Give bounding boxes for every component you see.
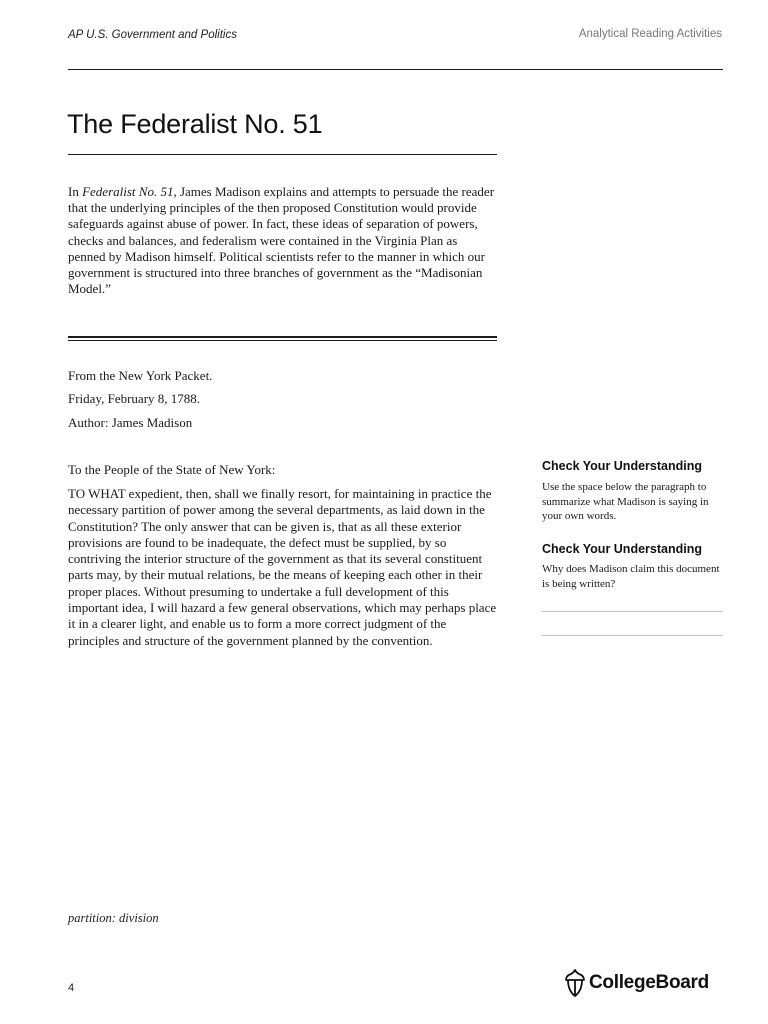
- glossary-note: partition: division: [68, 911, 159, 925]
- section-divider-thick: [68, 336, 497, 338]
- header-section-title: Analytical Reading Activities: [578, 28, 722, 40]
- intro-prefix: In: [68, 184, 83, 199]
- title-divider: [68, 154, 497, 155]
- check-understanding-title-1: Check Your Understanding: [542, 459, 702, 473]
- header-course-title: AP U.S. Government and Politics: [68, 29, 237, 41]
- header-divider: [68, 69, 723, 70]
- section-divider-thin: [68, 340, 497, 341]
- document-salutation: To the People of the State of New York:: [68, 462, 276, 477]
- answer-line-2: [542, 635, 723, 636]
- answer-line-1: [542, 611, 723, 612]
- intro-paragraph: [68, 184, 498, 297]
- acorn-icon: [565, 969, 585, 997]
- page-title: The Federalist No. 51: [67, 109, 323, 139]
- intro-work-title: Federalist No. 51: [82, 184, 174, 199]
- check-understanding-prompt-1: Use the space below the paragraph to summarize what Madison is saying in your own words.: [542, 481, 709, 523]
- document-paragraph: TO WHAT expedient, then, shall we finally resort, for maintaining in practice the necessary partition of power among the several departments, as laid down in the Constitution? The only answer that can be given is, that as all these exterior provisions are found to be inadequate, the defect must be supplied, by so contriving the interior structure of the government as that its several constituent parts may, by their mutual relations, be the means of keeping each other in their proper places. Without presuming to undertake a full development of this important idea, I will hazard a few general observations, which may perhaps place it in a clearer light, and enable us to form a more correct judgment of the principles and structure of the government planned by the convention.: [68, 486, 497, 648]
- source-date: Friday, February 8, 1788.: [68, 391, 201, 406]
- check-understanding-title-2: Check Your Understanding: [542, 542, 702, 556]
- intro-text: , James Madison explains and attempts to persuade the reader that the underlying principles of the then proposed Constitution would provide safeguards against abuse of power. In fact, these ideas of separation of powers, checks and balances, and federalism were contained in the Virginia Plan as penned by Madison himself. Political scientists refer to the manner in which our government is structured into three branches of government as the “Madisonian Model.”: [68, 184, 495, 297]
- logo-text: CollegeBoard: [589, 972, 709, 993]
- collegeboard-logo: [565, 968, 709, 998]
- source-author: Author: James Madison: [68, 415, 193, 430]
- page-number: 4: [68, 982, 75, 994]
- check-understanding-prompt-2: Why does Madison claim this document is being written?: [542, 563, 720, 590]
- source-publication: From the New York Packet.: [68, 368, 213, 383]
